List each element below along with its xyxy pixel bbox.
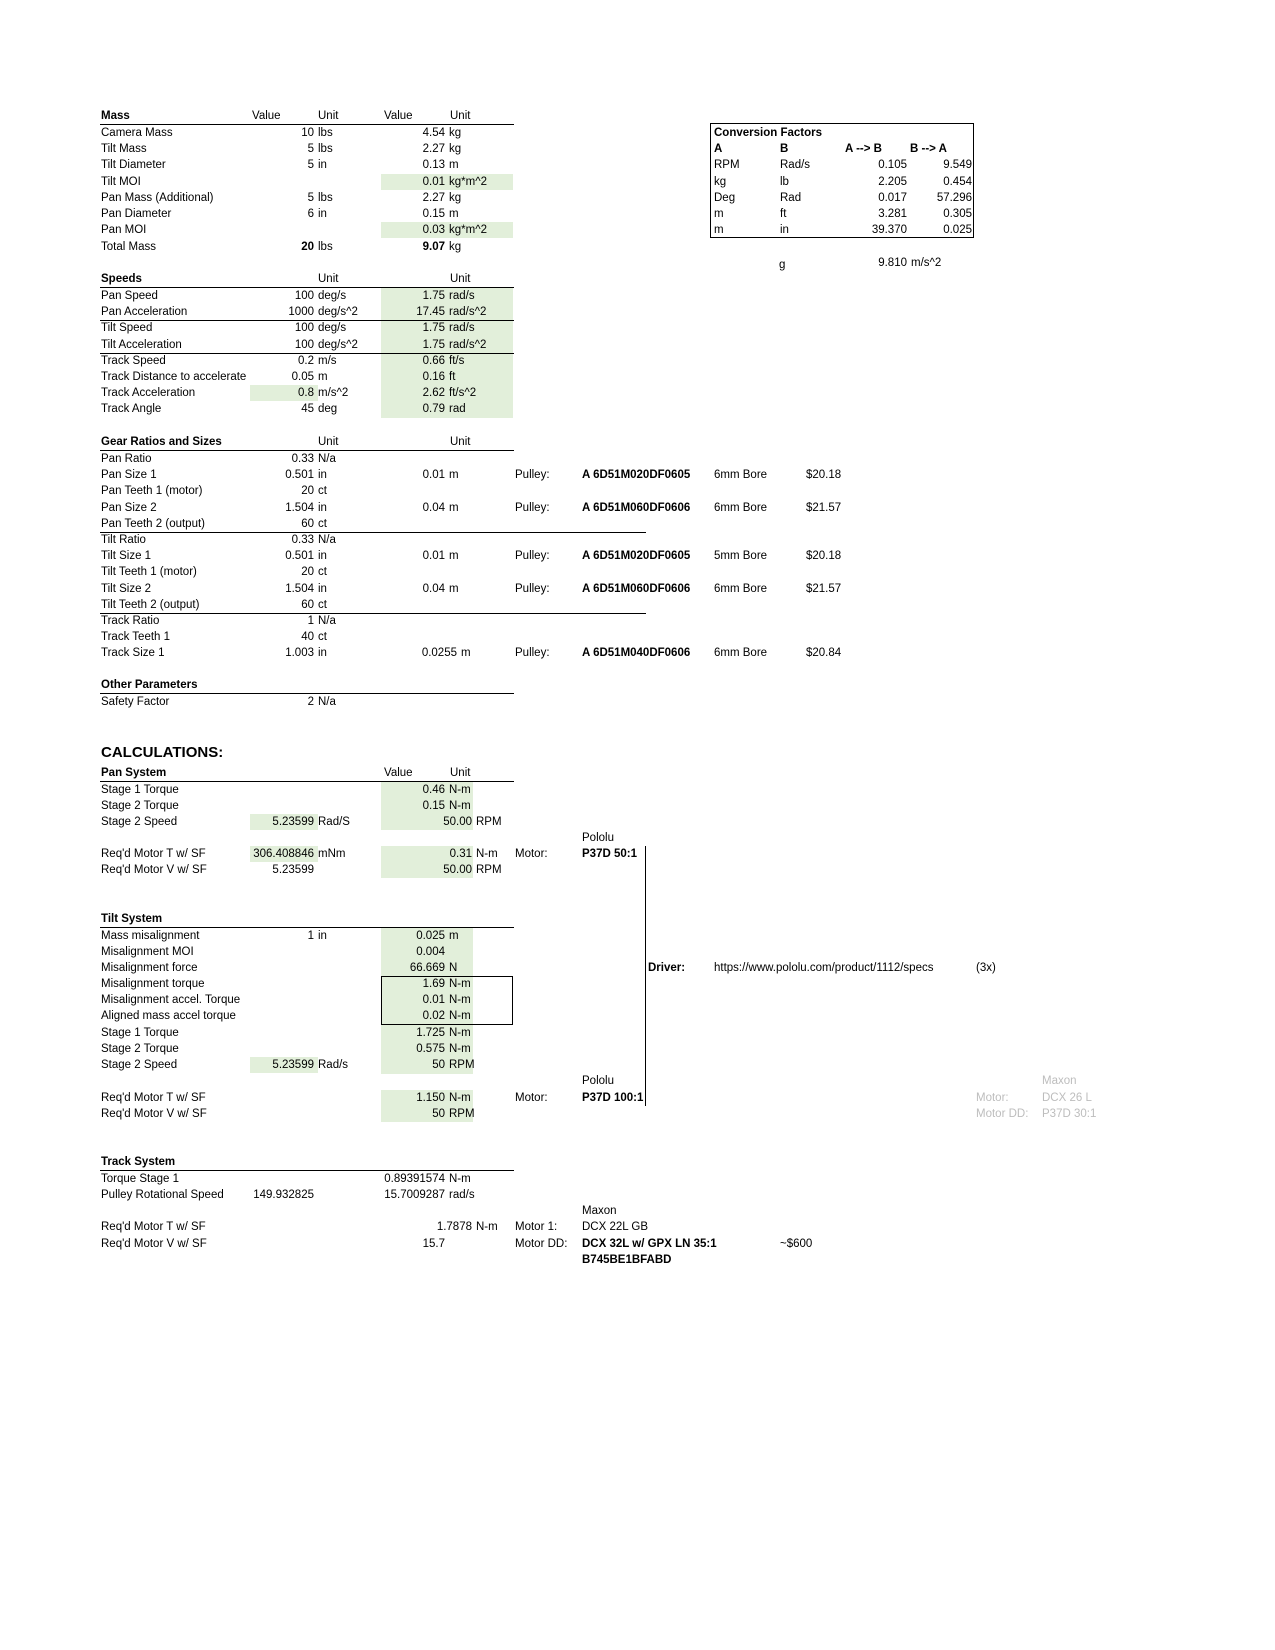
table-cell-unit: m (449, 930, 459, 942)
gravity-value: 9.810 (878, 257, 907, 269)
table-cell-unit: in (318, 647, 327, 659)
table-cell-value: 1.75 (422, 339, 445, 351)
pulley-label: Pulley: (515, 583, 550, 595)
mass-value2-header: Value (384, 110, 413, 122)
pulley-label: Pulley: (515, 469, 550, 481)
table-cell-unit: RPM (449, 1108, 475, 1120)
table-cell-unit: m (461, 647, 471, 659)
table-cell-value: 0.0255 (421, 647, 457, 659)
table-cell-unit: kg (449, 192, 462, 204)
alt-motor-dd-model: P37D 30:1 (1042, 1108, 1097, 1120)
table-cell-unit: N-m (449, 994, 471, 1006)
table-row-label: Track Size 1 (101, 647, 165, 659)
table-cell-unit: Rad/S (318, 816, 350, 828)
table-row-label: Req'd Motor V w/ SF (101, 864, 207, 876)
table-row-label: Stage 2 Speed (101, 1059, 178, 1071)
pan-motor-brand: Pololu (582, 832, 614, 844)
table-row-label: Req'd Motor T w/ SF (101, 1092, 206, 1104)
table-cell-unit: ft/s^2 (449, 387, 477, 399)
table-cell-value: 0.02 (422, 1010, 445, 1022)
conversion-header-btoa: B --> A (910, 143, 947, 155)
table-cell-value: 1.504 (285, 502, 314, 514)
pan-value-header: Value (384, 767, 413, 779)
conversion-cell: kg (714, 176, 727, 188)
table-cell-value: 0.501 (285, 550, 314, 562)
mass-section-title: Mass (101, 110, 130, 122)
table-cell-unit: lbs (318, 127, 333, 139)
table-cell-value: 2.27 (422, 143, 445, 155)
conversion-cell: 0.305 (943, 208, 972, 220)
table-row-label: Stage 2 Speed (101, 816, 178, 828)
conversion-cell: Deg (714, 192, 736, 204)
table-cell-unit: in (318, 583, 327, 595)
table-cell-value: 5.23599 (272, 864, 314, 876)
conversion-cell: ft (780, 208, 787, 220)
pulley-price: $20.84 (806, 647, 842, 659)
conversion-cell: Rad (780, 192, 802, 204)
table-row-label: Pan Size 2 (101, 502, 157, 514)
track-motor1-model: DCX 22L GB (582, 1221, 649, 1233)
table-cell-value: 149.932825 (253, 1189, 314, 1201)
table-cell-unit: lbs (318, 143, 333, 155)
table-row-label: Tilt Teeth 2 (output) (101, 599, 200, 611)
table-cell-value: 100 (294, 339, 314, 351)
tilt-motor-model: P37D 100:1 (582, 1092, 644, 1104)
table-cell-value: 20 (301, 566, 314, 578)
table-cell-unit: N-m (449, 1027, 471, 1039)
calculations-title: CALCULATIONS: (101, 744, 224, 761)
table-cell-unit: ct (318, 518, 327, 530)
pan-motor-label: Motor: (515, 848, 548, 860)
table-row-label: Pan Ratio (101, 453, 152, 465)
table-cell-value: 5 (307, 192, 314, 204)
table-cell-value: 0.01 (422, 469, 445, 481)
table-cell-value: 4.54 (422, 127, 445, 139)
pulley-bore: 6mm Bore (714, 583, 768, 595)
table-row-label: Pan Acceleration (101, 306, 188, 318)
table-cell-value: 66.669 (409, 962, 445, 974)
table-cell-value: 0.01 (422, 994, 445, 1006)
table-cell-unit: rad/s (449, 1189, 475, 1201)
table-row-label: Stage 2 Torque (101, 800, 179, 812)
table-cell-value: 0.04 (422, 583, 445, 595)
table-cell-value: 40 (301, 631, 314, 643)
conversion-header-b: B (780, 143, 789, 155)
table-cell-value: 1 (307, 930, 314, 942)
table-cell-value: 1.725 (416, 1027, 445, 1039)
table-cell-value: 45 (301, 403, 314, 415)
table-row-label: Aligned mass accel torque (101, 1010, 236, 1022)
table-cell-value: 0.33 (291, 453, 314, 465)
pulley-price: $20.18 (806, 550, 842, 562)
table-cell-value: 0.66 (422, 355, 445, 367)
table-row-label: Tilt Acceleration (101, 339, 182, 351)
pulley-part-number: A 6D51M040DF0606 (582, 647, 691, 659)
track-motor-dd-price: ~$600 (780, 1238, 813, 1250)
tilt-motor-brand: Pololu (582, 1075, 614, 1087)
conversion-cell: m (714, 208, 724, 220)
table-row-label: Req'd Motor T w/ SF (101, 848, 206, 860)
speeds-unit2-header: Unit (450, 273, 471, 285)
pulley-price: $21.57 (806, 583, 842, 595)
table-cell-value: 5.23599 (272, 816, 314, 828)
table-cell-unit: RPM (476, 864, 502, 876)
pulley-bore: 6mm Bore (714, 502, 768, 514)
table-cell-unit: ft (449, 371, 456, 383)
table-cell-value: 0.2 (298, 355, 314, 367)
gears-section-title: Gear Ratios and Sizes (101, 436, 222, 448)
table-cell-value: 2 (307, 696, 314, 708)
motor-bracket-line (645, 846, 646, 1106)
table-row-label: Tilt Mass (101, 143, 147, 155)
row-rule (100, 613, 646, 614)
conversion-cell: in (780, 224, 789, 236)
table-cell-unit: deg/s^2 (318, 306, 358, 318)
table-row-label: Total Mass (101, 241, 156, 253)
pulley-label: Pulley: (515, 647, 550, 659)
pan-system-title: Pan System (101, 767, 167, 779)
table-cell-value: 306.408846 (253, 848, 314, 860)
table-cell-unit: N-m (449, 1092, 471, 1104)
table-cell-unit: deg (318, 403, 338, 415)
table-cell-unit: N/a (318, 696, 336, 708)
conversion-cell: 0.025 (943, 224, 972, 236)
table-cell-unit: rad/s^2 (449, 306, 487, 318)
table-cell-unit: kg*m^2 (445, 174, 513, 190)
table-row-label: Track Acceleration (101, 387, 196, 399)
table-cell-value: 5 (307, 143, 314, 155)
table-cell-value: 1.75 (422, 290, 445, 302)
driver-link[interactable]: https://www.pololu.com/product/1112/specs (714, 962, 934, 974)
track-motor1-label: Motor 1: (515, 1221, 558, 1233)
table-cell-value: 9.07 (422, 241, 445, 253)
table-row-label: Pan Speed (101, 290, 158, 302)
table-cell-unit: rad/s (449, 290, 475, 302)
table-row-label: Track Angle (101, 403, 162, 415)
table-cell-value: 1.7878 (436, 1221, 472, 1233)
table-row-label: Pulley Rotational Speed (101, 1189, 224, 1201)
table-cell-unit: N-m (476, 848, 498, 860)
table-cell-value: 1.003 (285, 647, 314, 659)
table-cell-value: 15.7 (422, 1238, 445, 1250)
table-cell-unit: m/s (318, 355, 337, 367)
pulley-part-number: A 6D51M020DF0605 (582, 469, 691, 481)
table-cell-unit: N-m (449, 978, 471, 990)
pulley-price: $20.18 (806, 469, 842, 481)
table-row-label: Stage 1 Torque (101, 1027, 179, 1039)
pan-motor-model: P37D 50:1 (582, 848, 637, 860)
table-cell-unit: N (449, 962, 458, 974)
table-row-label: Tilt Ratio (101, 534, 146, 546)
table-cell-value: 20 (301, 485, 314, 497)
table-cell-unit: N-m (449, 800, 471, 812)
table-row-label: Pan Mass (Additional) (101, 192, 214, 204)
table-cell-value: 0.01 (422, 550, 445, 562)
tilt-system-title: Tilt System (101, 913, 163, 925)
table-cell-unit: kg (449, 241, 462, 253)
table-cell-value: 0.575 (416, 1043, 445, 1055)
table-cell-unit: deg/s^2 (318, 339, 358, 351)
table-row-label: Stage 2 Torque (101, 1043, 179, 1055)
table-cell-unit: lbs (318, 241, 333, 253)
conversion-cell: 0.105 (878, 159, 907, 171)
gravity-unit: m/s^2 (911, 257, 942, 269)
conversion-cell: 0.454 (943, 176, 972, 188)
pulley-price: $21.57 (806, 502, 842, 514)
pulley-bore: 5mm Bore (714, 550, 768, 562)
table-cell-value: 2.62 (422, 387, 445, 399)
table-cell-value: 50.00 (443, 864, 472, 876)
table-cell-value: 0.16 (422, 371, 445, 383)
table-row-label: Misalignment MOI (101, 946, 194, 958)
table-cell-value: 5.23599 (272, 1059, 314, 1071)
conversion-header-a: A (714, 143, 723, 155)
table-row-label: Tilt Speed (101, 322, 153, 334)
table-cell-value: 0.501 (285, 469, 314, 481)
table-cell-unit: RPM (476, 816, 502, 828)
conversion-cell: m (714, 224, 724, 236)
table-row-label: Misalignment force (101, 962, 198, 974)
table-cell-value: 1000 (288, 306, 314, 318)
table-cell-unit: kg*m^2 (445, 222, 513, 238)
table-cell-unit: kg (449, 127, 462, 139)
table-cell-unit: rad/s (449, 322, 475, 334)
track-motor-brand: Maxon (582, 1205, 617, 1217)
table-cell-unit: in (318, 469, 327, 481)
table-cell-value: 0.31 (449, 848, 472, 860)
table-row-label: Track Teeth 1 (101, 631, 171, 643)
table-cell-unit: in (318, 502, 327, 514)
table-cell-value: 0.13 (422, 159, 445, 171)
table-cell-value: 1.69 (422, 978, 445, 990)
table-cell-unit: N/a (318, 615, 336, 627)
speeds-unit-header: Unit (318, 273, 339, 285)
gears-unit2-header: Unit (450, 436, 471, 448)
table-cell-value: 1.150 (416, 1092, 445, 1104)
table-cell-unit: mNm (318, 848, 346, 860)
table-cell-unit: rad/s^2 (449, 339, 487, 351)
table-row-label: Tilt MOI (101, 176, 141, 188)
alt-motor-model: DCX 26 L (1042, 1092, 1092, 1104)
alt-motor-brand: Maxon (1042, 1075, 1077, 1087)
conversion-cell: 2.205 (878, 176, 907, 188)
table-cell-value: 6 (307, 208, 314, 220)
table-cell-value: 0.025 (416, 930, 445, 942)
table-cell-unit: in (318, 930, 327, 942)
conversion-cell: lb (780, 176, 789, 188)
table-cell-unit: ct (318, 599, 327, 611)
table-cell-unit: rad (449, 403, 466, 415)
conversion-cell: 3.281 (878, 208, 907, 220)
table-cell-unit: m/s^2 (318, 387, 349, 399)
table-cell-value: 0.004 (416, 946, 445, 958)
table-cell-unit: in (318, 159, 327, 171)
track-motor-dd-model: DCX 32L w/ GPX LN 35:1 (582, 1238, 717, 1250)
table-row-label: Req'd Motor V w/ SF (101, 1108, 207, 1120)
table-cell-unit: N-m (476, 1221, 498, 1233)
table-row-label: Misalignment torque (101, 978, 205, 990)
table-cell-value: 0.46 (422, 784, 445, 796)
pulley-label: Pulley: (515, 550, 550, 562)
table-cell-unit: ct (318, 485, 327, 497)
table-cell-unit: m (318, 371, 328, 383)
table-cell-value: 60 (301, 518, 314, 530)
table-cell-unit: N/a (318, 534, 336, 546)
table-cell-value: 2.27 (422, 192, 445, 204)
table-cell-unit: RPM (449, 1059, 475, 1071)
gravity-label: g (779, 259, 786, 271)
conversion-cell: 9.549 (943, 159, 972, 171)
conversion-cell: 57.296 (936, 192, 972, 204)
alt-motor-label: Motor: (976, 1092, 1009, 1104)
table-cell-value: 100 (294, 290, 314, 302)
table-cell-unit: ct (318, 566, 327, 578)
table-cell-value: 10 (301, 127, 314, 139)
driver-label: Driver: (648, 962, 686, 974)
pulley-part-number: A 6D51M060DF0606 (582, 502, 691, 514)
speeds-section-title: Speeds (101, 273, 142, 285)
table-cell-value: 0.05 (291, 371, 314, 383)
table-row-label: Pan MOI (101, 224, 147, 236)
row-rule (100, 532, 646, 533)
table-row-label: Camera Mass (101, 127, 173, 139)
table-cell-value: 0.15 (422, 800, 445, 812)
pulley-bore: 6mm Bore (714, 469, 768, 481)
mass-unit2-header: Unit (450, 110, 471, 122)
table-cell-value: 0.8 (298, 387, 314, 399)
table-cell-unit: m (449, 583, 459, 595)
table-cell-value: 0.15 (422, 208, 445, 220)
table-cell-unit: ft/s (449, 355, 465, 367)
table-cell-value: 20 (301, 241, 314, 253)
conversion-cell: RPM (714, 159, 740, 171)
pulley-bore: 6mm Bore (714, 647, 768, 659)
table-row-label: Pan Teeth 2 (output) (101, 518, 205, 530)
table-cell-value: 50 (432, 1108, 445, 1120)
table-cell-unit: N-m (449, 1010, 471, 1022)
table-row-label: Track Distance to accelerate (101, 371, 247, 383)
conversion-cell: Rad/s (780, 159, 811, 171)
table-cell-unit: lbs (318, 192, 333, 204)
table-row-label: Pan Diameter (101, 208, 172, 220)
track-motor-dd-label: Motor DD: (515, 1238, 568, 1250)
table-cell-value: 5 (307, 159, 314, 171)
table-cell-value: 17.45 (416, 306, 445, 318)
pulley-part-number: A 6D51M060DF0606 (582, 583, 691, 595)
table-cell-value: 60 (301, 599, 314, 611)
table-cell-value: 15.7009287 (384, 1189, 445, 1201)
table-cell-value: 0.79 (422, 403, 445, 415)
table-cell-unit: m (449, 502, 459, 514)
table-cell-value: 0.03 (381, 222, 445, 238)
table-cell-unit: m (449, 469, 459, 481)
driver-quantity: (3x) (976, 962, 996, 974)
table-cell-unit: m (449, 159, 459, 171)
table-row-label: Misalignment accel. Torque (101, 994, 241, 1006)
conversion-cell: 39.370 (871, 224, 907, 236)
table-cell-value: 100 (294, 322, 314, 334)
other-section-title: Other Parameters (101, 679, 198, 691)
table-row-label: Tilt Size 2 (101, 583, 152, 595)
table-row-label: Req'd Motor V w/ SF (101, 1238, 207, 1250)
table-row-label: Torque Stage 1 (101, 1173, 180, 1185)
tilt-motor-label: Motor: (515, 1092, 548, 1104)
track-motor-code: B745BE1BFABD (582, 1254, 672, 1266)
table-row-label: Track Speed (101, 355, 166, 367)
table-cell-value: 50.00 (443, 816, 472, 828)
pan-unit-header: Unit (450, 767, 471, 779)
table-cell-unit: N/a (318, 453, 336, 465)
conversion-header-atob: A --> B (845, 143, 882, 155)
table-cell-value: 0.89391574 (384, 1173, 445, 1185)
mass-value-header: Value (252, 110, 281, 122)
table-row-label: Safety Factor (101, 696, 170, 708)
table-cell-unit: in (318, 208, 327, 220)
table-row-label: Tilt Diameter (101, 159, 166, 171)
table-cell-value: 50 (432, 1059, 445, 1071)
pulley-label: Pulley: (515, 502, 550, 514)
table-cell-unit: Rad/s (318, 1059, 349, 1071)
table-cell-unit: m (449, 208, 459, 220)
table-row-label: Pan Size 1 (101, 469, 157, 481)
table-cell-unit: ct (318, 631, 327, 643)
mass-unit-header: Unit (318, 110, 339, 122)
conversion-title: Conversion Factors (714, 127, 822, 139)
table-cell-unit: m (449, 550, 459, 562)
table-cell-value: 0.33 (291, 534, 314, 546)
table-cell-unit: in (318, 550, 327, 562)
table-cell-value: 1 (307, 615, 314, 627)
conversion-cell: 0.017 (878, 192, 907, 204)
table-cell-value: 1.75 (422, 322, 445, 334)
table-row-label: Pan Teeth 1 (motor) (101, 485, 203, 497)
table-cell-unit: kg (449, 143, 462, 155)
table-row-label: Track Ratio (101, 615, 160, 627)
table-cell-value: 0.01 (381, 174, 445, 190)
table-cell-value: 0.04 (422, 502, 445, 514)
table-cell-unit: N-m (449, 1173, 471, 1185)
track-system-title: Track System (101, 1156, 176, 1168)
table-cell-unit: deg/s (318, 322, 347, 334)
table-row-label: Stage 1 Torque (101, 784, 179, 796)
gears-unit-header: Unit (318, 436, 339, 448)
table-row-label: Tilt Size 1 (101, 550, 152, 562)
table-cell-unit: N-m (449, 784, 471, 796)
table-cell-unit: N-m (449, 1043, 471, 1055)
table-row-label: Tilt Teeth 1 (motor) (101, 566, 197, 578)
table-row-label: Mass misalignment (101, 930, 200, 942)
table-cell-value: 1.504 (285, 583, 314, 595)
table-row-label: Req'd Motor T w/ SF (101, 1221, 206, 1233)
pulley-part-number: A 6D51M020DF0605 (582, 550, 691, 562)
alt-motor-dd-label: Motor DD: (976, 1108, 1029, 1120)
table-cell-unit: deg/s (318, 290, 347, 302)
